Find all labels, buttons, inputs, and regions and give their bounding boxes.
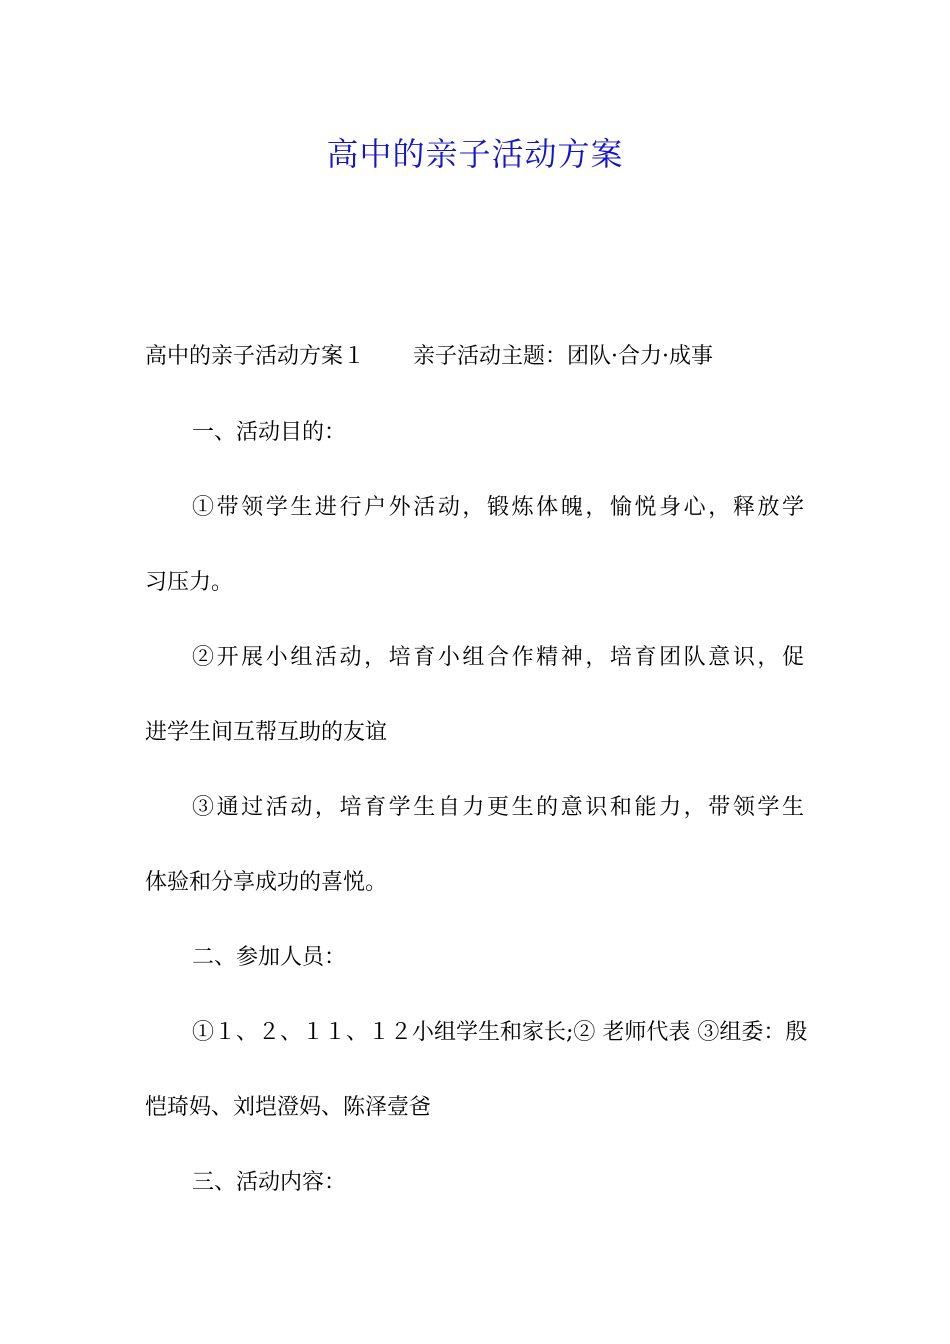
document-title: 高中的亲子活动方案 xyxy=(326,135,624,173)
paragraph-goal1-line2: 习压力。 xyxy=(145,570,234,595)
paragraph-goal2-line1: ②开展小组活动，培育小组合作精神，培育团队意识，促 xyxy=(192,645,804,670)
heading-theme: 亲子活动主题：团队·合力·成事 xyxy=(413,344,714,369)
paragraph-goal1-line1: ①带领学生进行户外活动，锻炼体魄，愉悦身心，释放学 xyxy=(192,495,804,520)
heading-subtitle: 高中的亲子活动方案１ xyxy=(145,344,366,369)
paragraph-goal3-line2: 体验和分享成功的喜悦。 xyxy=(145,870,388,895)
paragraph-people-line2: 恺琦妈、刘垲澄妈、陈泽壹爸 xyxy=(145,1095,432,1120)
paragraph-goal3-line1: ③通过活动，培育学生自力更生的意识和能力，带领学生 xyxy=(192,795,804,820)
section-heading-participants: 二、参加人员： xyxy=(192,945,347,970)
section-heading-content: 三、活动内容： xyxy=(192,1170,347,1195)
section-heading-purpose: 一、活动目的： xyxy=(192,420,347,445)
heading-line xyxy=(145,342,810,372)
paragraph-people-line1: ①１、２、１１、１２小组学生和家长;② 老师代表 ③组委：殷 xyxy=(192,1020,808,1045)
paragraph-goal2-line2: 进学生间互帮互助的友谊 xyxy=(145,720,388,745)
